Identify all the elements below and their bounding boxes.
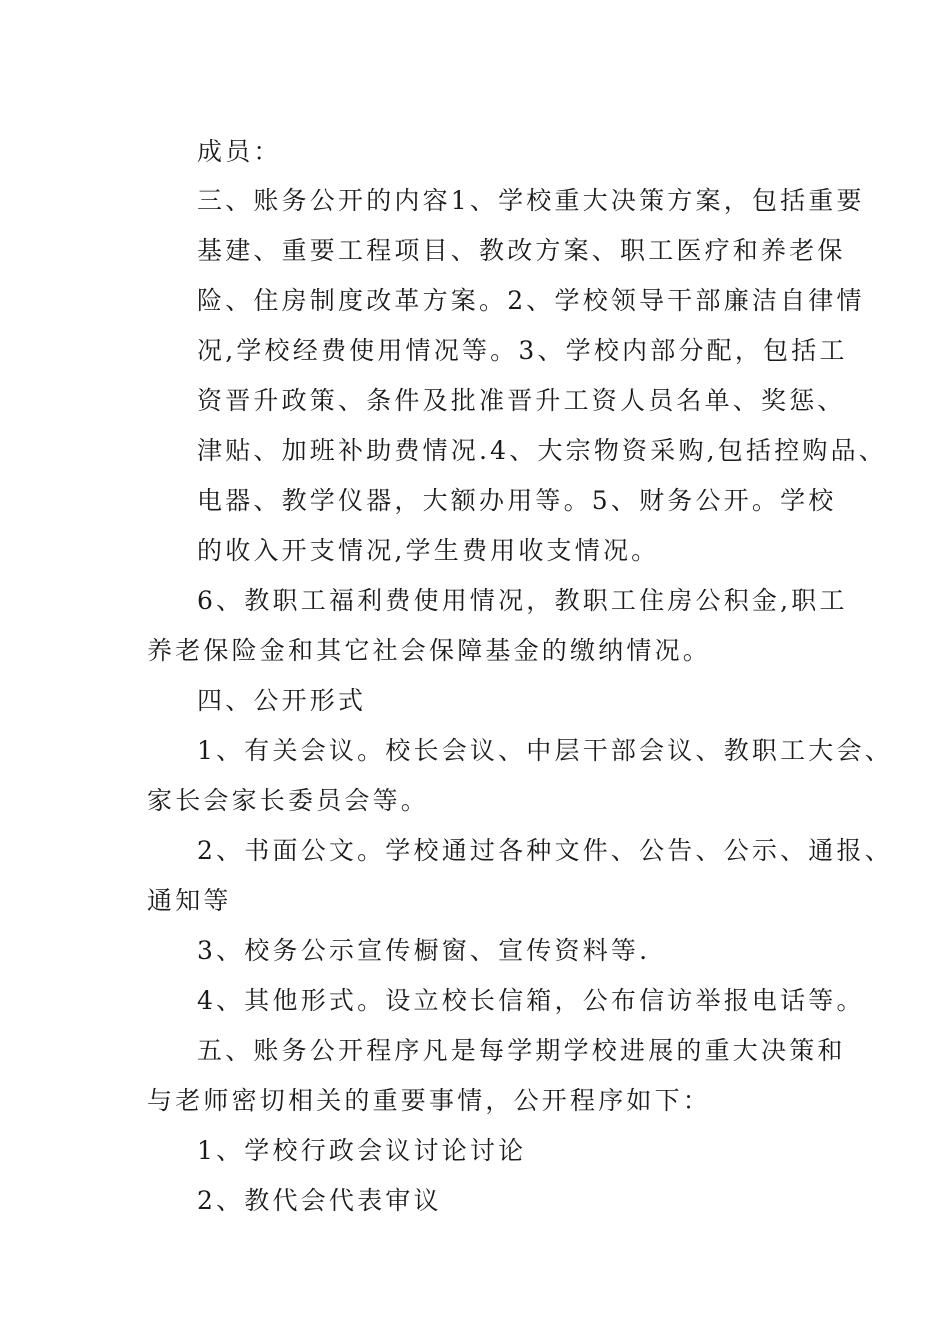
- text-line: 通知等: [147, 886, 232, 915]
- text-line-item-3: 3、校务公示宣传橱窗、宣传资料等.: [197, 936, 651, 965]
- text-line-item-1: 1、有关会议。校长会议、中层干部会议、教职工大会、: [197, 736, 893, 765]
- text-line-members: 成员：: [197, 137, 282, 166]
- text-line: 况,学校经费使用情况等。3、学校内部分配，包括工: [197, 336, 848, 365]
- text-line: 资晋升政策、条件及批准晋升工资人员名单、奖惩、: [197, 386, 846, 415]
- text-line-section-3-heading: 三、账务公开的内容1、学校重大决策方案，包括重要: [197, 186, 865, 215]
- text-line: 电器、教学仪器，大额办用等。5、财务公开。学校: [197, 486, 837, 515]
- text-line-step-2: 2、教代会代表审议: [197, 1186, 442, 1215]
- text-line: 津贴、加班补助费情况.4、大宗物资采购,包括控购品、: [197, 436, 888, 465]
- text-line-item-2: 2、书面公文。学校通过各种文件、公告、公示、通报、: [197, 836, 893, 865]
- text-line: 险、住房制度改革方案。2、学校领导干部廉洁自律情: [197, 286, 865, 315]
- text-line: 养老保险金和其它社会保障基金的缴纳情况。: [147, 636, 712, 665]
- text-line-item-4: 4、其他形式。设立校长信箱，公布信访举报电话等。: [197, 986, 865, 1015]
- text-line: 与老师密切相关的重要事情，公开程序如下：: [147, 1086, 712, 1115]
- text-line: 的收入开支情况,学生费用收支情况。: [197, 536, 660, 565]
- section-heading-4: 四、公开形式: [197, 686, 367, 715]
- text-line-item-6: 6、教职工福利费使用情况，教职工住房公积金,职工: [197, 586, 848, 615]
- text-line: 家长会家长委员会等。: [147, 786, 430, 815]
- text-line-step-1: 1、学校行政会议讨论讨论: [197, 1136, 527, 1165]
- section-heading-5: 五、账务公开程序凡是每学期学校进展的重大决策和: [197, 1036, 846, 1065]
- text-line: 基建、重要工程项目、教改方案、职工医疗和养老保: [197, 236, 846, 265]
